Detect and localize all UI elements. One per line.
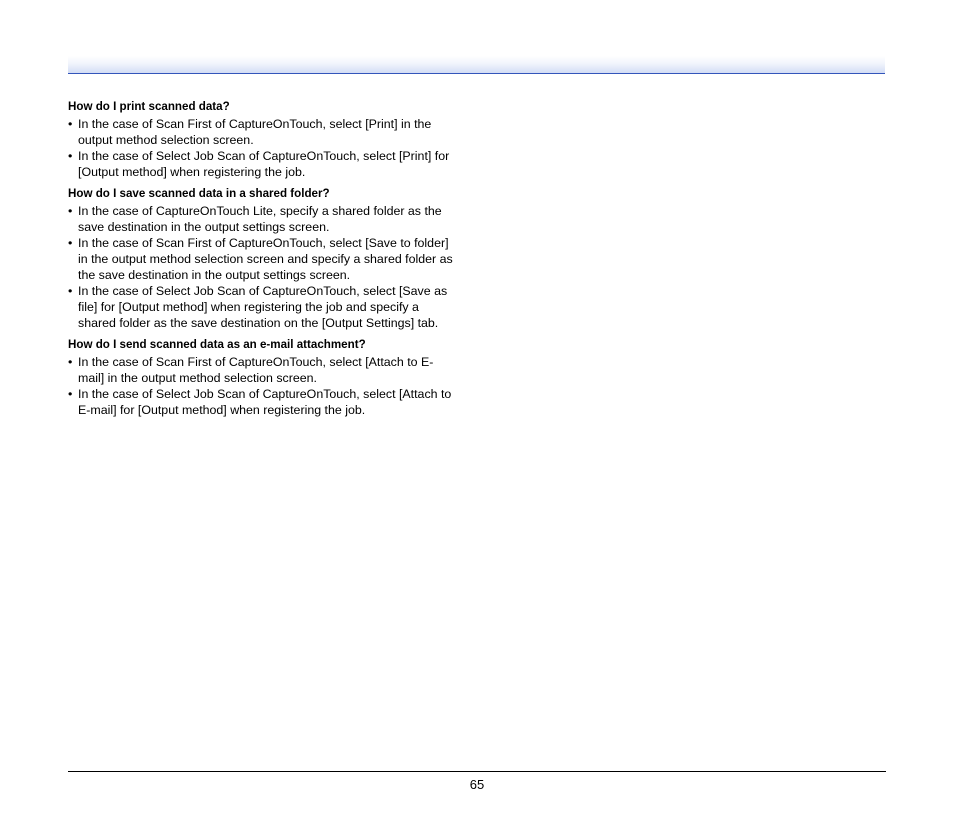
faq-answer-text: In the case of Scan First of CaptureOnTouch, select [Print] in the output method selection screen. — [78, 117, 432, 147]
faq-content — [68, 99, 460, 424]
faq-answer-text: In the case of CaptureOnTouch Lite, specify a shared folder as the save destination in the output settings screen. — [78, 204, 442, 234]
faq-section-print — [68, 99, 460, 180]
faq-answer-list — [68, 203, 460, 331]
faq-answer-text: In the case of Select Job Scan of CaptureOnTouch, select [Print] for [Output method] when registering the job. — [78, 149, 450, 179]
bullet-icon: • — [68, 355, 73, 369]
footer-rule — [68, 771, 886, 772]
bullet-icon: • — [68, 236, 73, 250]
page-number: 65 — [469, 777, 485, 792]
faq-answer-list — [68, 116, 460, 180]
faq-answer-item — [68, 283, 460, 331]
faq-answer-text: In the case of Select Job Scan of CaptureOnTouch, select [Attach to E-mail] for [Output method] when registering the job. — [78, 387, 452, 417]
bullet-icon: • — [68, 387, 73, 401]
faq-answer-item — [68, 235, 460, 283]
faq-answer-item — [68, 354, 460, 386]
faq-section-shared-folder — [68, 186, 460, 331]
faq-answer-text: In the case of Scan First of CaptureOnTouch, select [Attach to E- mail] in the output method selection screen. — [78, 355, 434, 385]
faq-question-title: How do I send scanned data as an e-mail attachment? — [68, 338, 366, 351]
bullet-icon: • — [68, 117, 73, 131]
faq-answer-item — [68, 148, 460, 180]
bullet-icon: • — [68, 149, 73, 163]
bullet-icon: • — [68, 204, 73, 218]
faq-answer-item — [68, 386, 460, 418]
faq-answer-text: In the case of Select Job Scan of CaptureOnTouch, select [Save as file] for [Output method] when registering the job and specify a shared folder as the save destination on the [Output Settings] tab. — [78, 284, 448, 330]
faq-question-title: How do I print scanned data? — [68, 100, 230, 113]
faq-section-email — [68, 337, 460, 418]
faq-answer-item — [68, 203, 460, 235]
faq-question-title: How do I save scanned data in a shared folder? — [68, 187, 330, 200]
faq-answer-text: In the case of Scan First of CaptureOnTouch, select [Save to folder] in the output method selection screen and specify a shared folder as the save destination in the output settings screen. — [78, 236, 453, 282]
page-header-band — [68, 56, 885, 74]
faq-answer-item — [68, 116, 460, 148]
bullet-icon: • — [68, 284, 73, 298]
faq-answer-list — [68, 354, 460, 418]
